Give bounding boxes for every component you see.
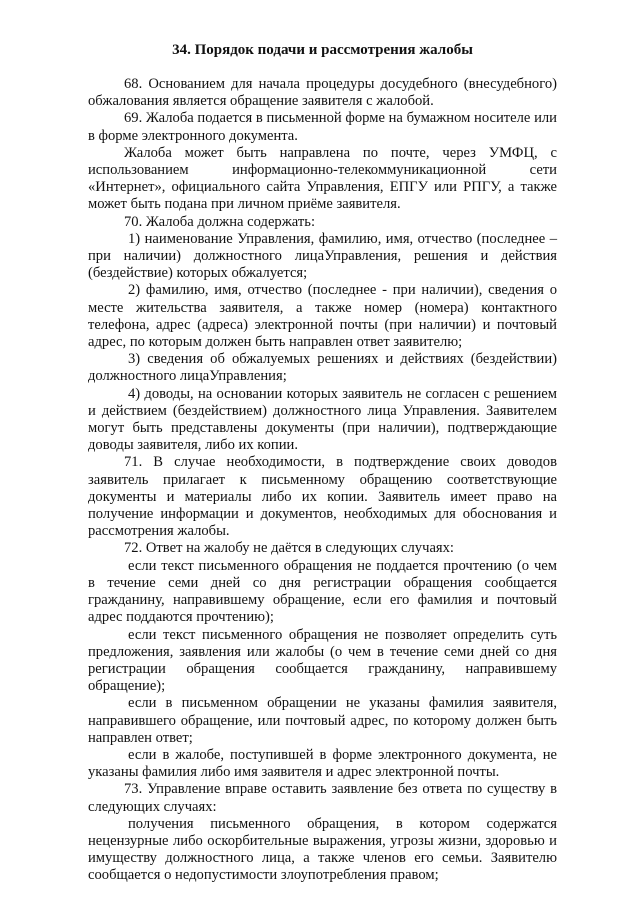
paragraph-70-item-2: 2) фамилию, имя, отчество (последнее - при наличии), сведения о месте жительства заявителя, а также номер (номера) контактного телефона, адрес (адреса) электронной почты (при наличии) и почтовый адрес, по которым должен быть направлен ответ заявителю; (88, 282, 557, 351)
paragraph-69: 69. Жалоба подается в письменной форме на бумажном носителе или в форме электронного документа. (88, 110, 557, 144)
paragraph-68: 68. Основанием для начала процедуры досудебного (внесудебного) обжалования является обращение заявителя с жалобой. (88, 76, 557, 110)
document-body (88, 41, 557, 885)
paragraph-70-item-4: 4) доводы, на основании которых заявитель не согласен с решением и действием (бездействием) должностного лица Управления. Заявителем могут быть представлены документы (при наличии), подтверждающие доводы заявителя, либо их копии. (88, 385, 557, 454)
paragraph-72-case-2: если текст письменного обращения не позволяет определить суть предложения, заявления или жалобы (о чем в течение семи дней со дня регистрации обращения сообщается гражданину, направившему обращение); (88, 626, 557, 695)
paragraph-72-case-3: если в письменном обращении не указаны фамилия заявителя, направившего обращение, или почтовый адрес, по которому должен быть направлен ответ; (88, 695, 557, 746)
paragraph-73: 73. Управление вправе оставить заявление без ответа по существу в следующих случаях: (88, 781, 557, 815)
paragraph-69-delivery: Жалоба может быть направлена по почте, через УМФЦ, с использованием информационно-телекоммуникационной сети «Интернет», официального сайта Управления, ЕПГУ или РПГУ, а также может быть подана при личном приёме заявителя. (88, 144, 557, 213)
paragraph-73-case-1: получения письменного обращения, в котором содержатся нецензурные либо оскорбительные выражения, угрозы жизни, здоровью и имуществу должностного лица, а также членов его семьи. Заявителю сообщается о недопустимости злоупотребления правом; (88, 815, 557, 884)
section-title: 34. Порядок подачи и рассмотрения жалобы (172, 42, 473, 58)
paragraph-70-item-1: 1) наименование Управления, фамилию, имя, отчество (последнее – при наличии) должностного лицаУправления, решения и действия (бездействие) которых обжалуется; (88, 230, 557, 282)
paragraph-72-case-1: если текст письменного обращения не поддается прочтению (о чем в течение семи дней со дня регистрации обращения сообщается гражданину, направившему обращение, если его фамилия и почтовый адрес поддаются прочтению); (88, 557, 557, 626)
paragraph-71: 71. В случае необходимости, в подтверждение своих доводов заявитель прилагает к письменному обращению соответствующие документы и материалы либо их копии. Заявитель имеет право на получение информации и документов, необходимых для обоснования и рассмотрения жалобы. (88, 454, 557, 540)
paragraph-70-item-3: 3) сведения об обжалуемых решениях и действиях (бездействии) должностного лицаУправления; (88, 351, 557, 385)
paragraph-72: 72. Ответ на жалобу не даётся в следующих случаях: (124, 540, 454, 557)
paragraph-70: 70. Жалоба должна содержать: (124, 213, 315, 230)
paragraph-72-case-4: если в жалобе, поступившей в форме электронного документа, не указаны фамилия либо имя заявителя и адрес электронной почты. (88, 746, 557, 781)
